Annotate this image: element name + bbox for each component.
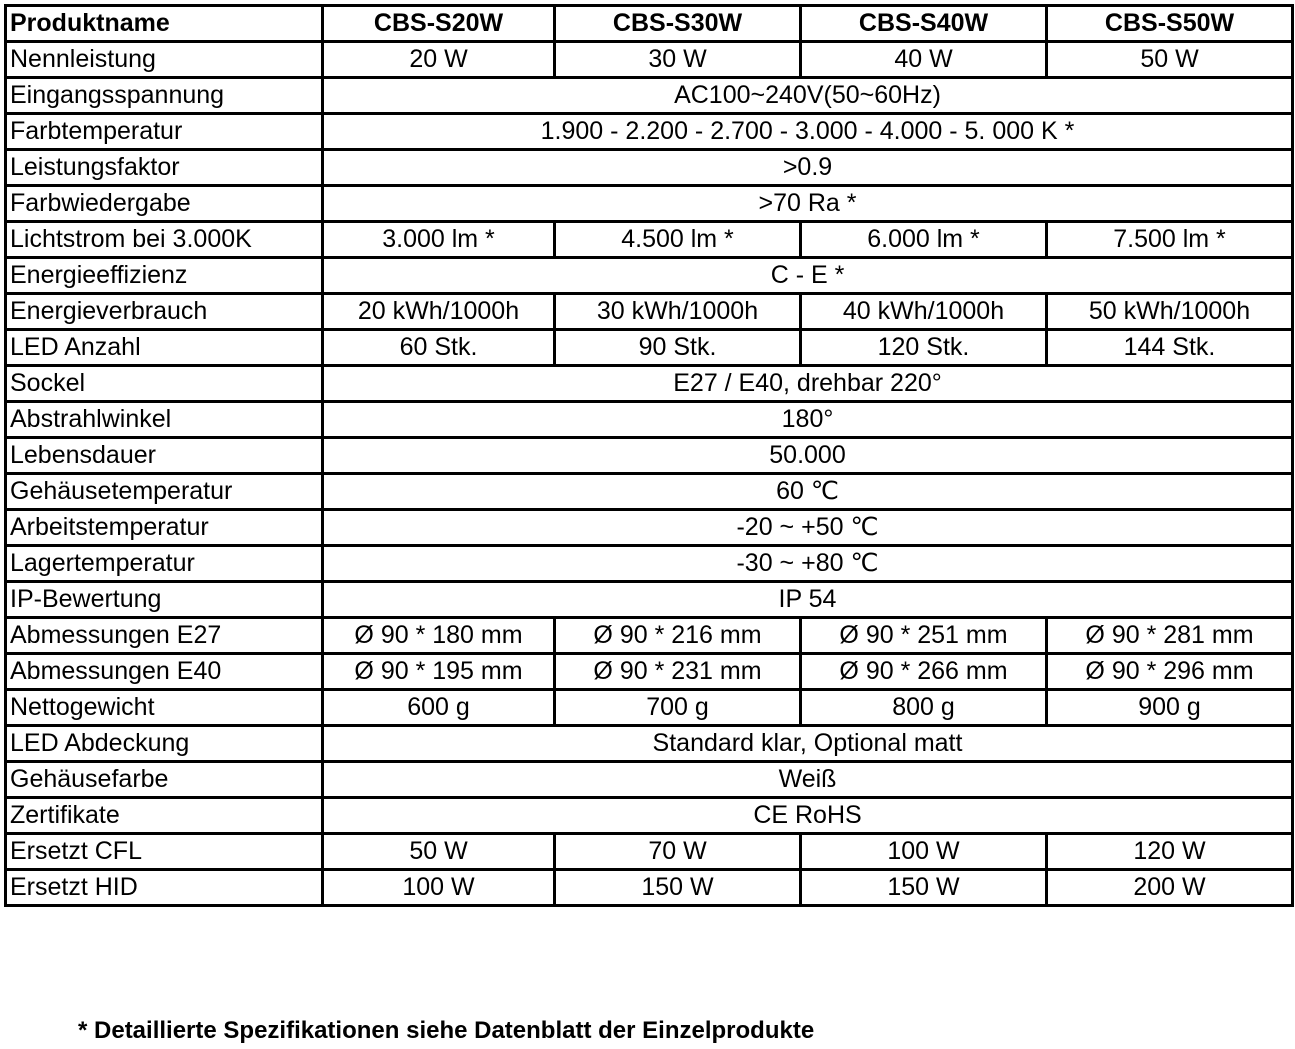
- table-cell: 40 kWh/1000h: [801, 294, 1047, 330]
- table-cell: Standard klar, Optional matt: [323, 726, 1293, 762]
- table-cell: 100 W: [323, 870, 555, 906]
- table-cell: -20 ~ +50 ℃: [323, 510, 1293, 546]
- table-row: [6, 834, 1293, 870]
- table-cell: 30 W: [555, 42, 801, 78]
- table-cell: 20 kWh/1000h: [323, 294, 555, 330]
- table-cell: >0.9: [323, 150, 1293, 186]
- table-cell: 100 W: [801, 834, 1047, 870]
- spec-table: [4, 4, 1294, 907]
- table-row: [6, 618, 1293, 654]
- table-cell: 120 Stk.: [801, 330, 1047, 366]
- table-row: [6, 42, 1293, 78]
- row-label: Gehäusetemperatur: [6, 474, 323, 510]
- header-cell-cbs-s30w: CBS-S30W: [555, 6, 801, 42]
- table-cell: Ø 90 * 216 mm: [555, 618, 801, 654]
- table-row: [6, 150, 1293, 186]
- row-label: LED Anzahl: [6, 330, 323, 366]
- spec-table-body: [6, 42, 1293, 906]
- header-row: [6, 6, 1293, 42]
- table-cell: 60 ℃: [323, 474, 1293, 510]
- table-cell: C - E *: [323, 258, 1293, 294]
- row-label: Ersetzt CFL: [6, 834, 323, 870]
- table-row: [6, 762, 1293, 798]
- row-label: Farbwiedergabe: [6, 186, 323, 222]
- table-row: [6, 870, 1293, 906]
- table-cell: Ø 90 * 251 mm: [801, 618, 1047, 654]
- table-row: [6, 402, 1293, 438]
- header-cell-cbs-s50w: CBS-S50W: [1047, 6, 1293, 42]
- table-row: [6, 294, 1293, 330]
- table-cell: 60 Stk.: [323, 330, 555, 366]
- table-cell: Ø 90 * 231 mm: [555, 654, 801, 690]
- row-label: LED Abdeckung: [6, 726, 323, 762]
- header-cell-product-name: Produktname: [6, 6, 323, 42]
- row-label: Lagertemperatur: [6, 546, 323, 582]
- row-label: Lichtstrom bei 3.000K: [6, 222, 323, 258]
- table-cell: 50 W: [323, 834, 555, 870]
- table-row: [6, 366, 1293, 402]
- table-cell: Ø 90 * 266 mm: [801, 654, 1047, 690]
- row-label: Abmessungen E40: [6, 654, 323, 690]
- table-cell: 90 Stk.: [555, 330, 801, 366]
- row-label: Nettogewicht: [6, 690, 323, 726]
- table-cell: 50 W: [1047, 42, 1293, 78]
- table-cell: 7.500 lm *: [1047, 222, 1293, 258]
- row-label: Energieeffizienz: [6, 258, 323, 294]
- table-cell: 600 g: [323, 690, 555, 726]
- table-cell: Ø 90 * 195 mm: [323, 654, 555, 690]
- table-row: [6, 798, 1293, 834]
- table-row: [6, 330, 1293, 366]
- table-cell: 150 W: [801, 870, 1047, 906]
- table-cell: IP 54: [323, 582, 1293, 618]
- table-row: [6, 78, 1293, 114]
- table-cell: E27 / E40, drehbar 220°: [323, 366, 1293, 402]
- table-cell: 200 W: [1047, 870, 1293, 906]
- table-row: [6, 582, 1293, 618]
- table-row: [6, 222, 1293, 258]
- table-cell: 30 kWh/1000h: [555, 294, 801, 330]
- row-label: Abmessungen E27: [6, 618, 323, 654]
- table-cell: 40 W: [801, 42, 1047, 78]
- row-label: Eingangsspannung: [6, 78, 323, 114]
- table-cell: 3.000 lm *: [323, 222, 555, 258]
- table-row: [6, 114, 1293, 150]
- header-cell-cbs-s20w: CBS-S20W: [323, 6, 555, 42]
- table-cell: 6.000 lm *: [801, 222, 1047, 258]
- table-cell: 50 kWh/1000h: [1047, 294, 1293, 330]
- row-label: IP-Bewertung: [6, 582, 323, 618]
- table-cell: AC100~240V(50~60Hz): [323, 78, 1293, 114]
- table-row: [6, 546, 1293, 582]
- table-cell: Ø 90 * 296 mm: [1047, 654, 1293, 690]
- row-label: Zertifikate: [6, 798, 323, 834]
- row-label: Ersetzt HID: [6, 870, 323, 906]
- table-row: [6, 690, 1293, 726]
- table-row: [6, 258, 1293, 294]
- row-label: Nennleistung: [6, 42, 323, 78]
- table-row: [6, 654, 1293, 690]
- table-cell: 144 Stk.: [1047, 330, 1293, 366]
- table-cell: Ø 90 * 180 mm: [323, 618, 555, 654]
- table-row: [6, 510, 1293, 546]
- row-label: Abstrahlwinkel: [6, 402, 323, 438]
- table-cell: Ø 90 * 281 mm: [1047, 618, 1293, 654]
- table-cell: 20 W: [323, 42, 555, 78]
- table-row: [6, 438, 1293, 474]
- table-cell: 1.900 - 2.200 - 2.700 - 3.000 - 4.000 - 5. 000 K *: [323, 114, 1293, 150]
- table-cell: 180°: [323, 402, 1293, 438]
- table-cell: 50.000: [323, 438, 1293, 474]
- table-cell: Weiß: [323, 762, 1293, 798]
- table-cell: 120 W: [1047, 834, 1293, 870]
- table-cell: 4.500 lm *: [555, 222, 801, 258]
- table-cell: 800 g: [801, 690, 1047, 726]
- row-label: Gehäusefarbe: [6, 762, 323, 798]
- table-cell: >70 Ra *: [323, 186, 1293, 222]
- table-row: [6, 186, 1293, 222]
- table-cell: 70 W: [555, 834, 801, 870]
- row-label: Lebensdauer: [6, 438, 323, 474]
- table-cell: CE RoHS: [323, 798, 1293, 834]
- table-row: [6, 726, 1293, 762]
- table-cell: 700 g: [555, 690, 801, 726]
- row-label: Sockel: [6, 366, 323, 402]
- header-cell-cbs-s40w: CBS-S40W: [801, 6, 1047, 42]
- row-label: Leistungsfaktor: [6, 150, 323, 186]
- footnote: * Detaillierte Spezifikationen siehe Datenblatt der Einzelprodukte: [78, 1017, 815, 1044]
- row-label: Arbeitstemperatur: [6, 510, 323, 546]
- table-row: [6, 474, 1293, 510]
- table-cell: 150 W: [555, 870, 801, 906]
- row-label: Energieverbrauch: [6, 294, 323, 330]
- table-cell: 900 g: [1047, 690, 1293, 726]
- table-cell: -30 ~ +80 ℃: [323, 546, 1293, 582]
- row-label: Farbtemperatur: [6, 114, 323, 150]
